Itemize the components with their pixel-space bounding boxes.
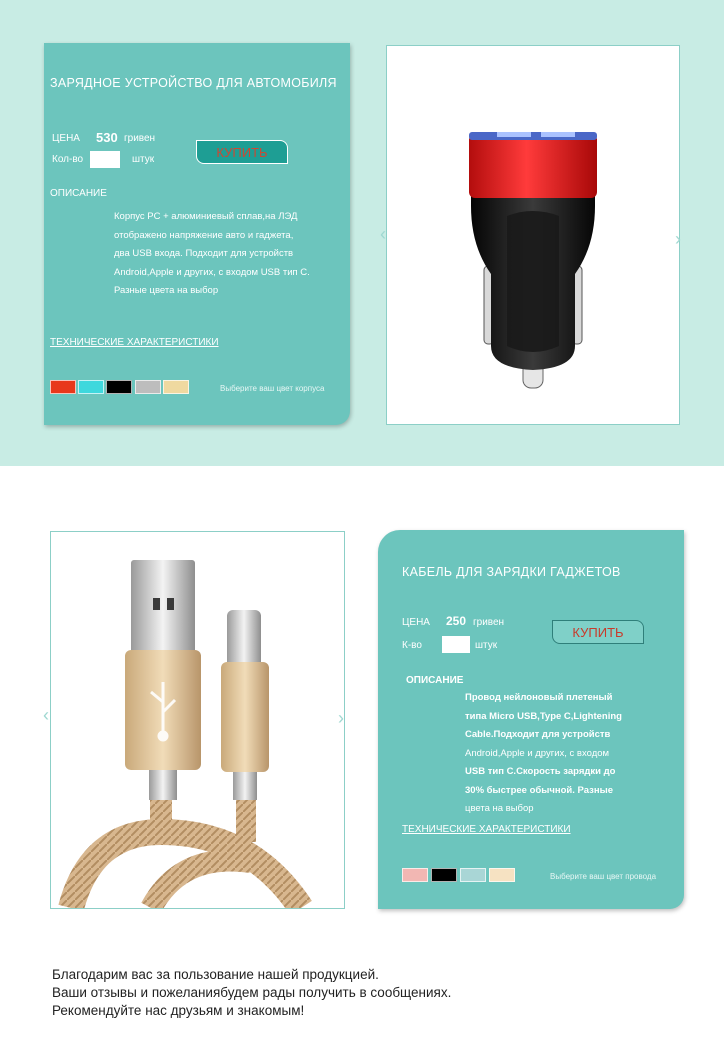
description-text	[465, 689, 675, 819]
quantity-input[interactable]	[90, 151, 120, 168]
usb-cable-image	[50, 531, 345, 909]
buy-button[interactable]: КУПИТЬ	[196, 140, 288, 164]
description-line: Android,Apple и других, с входом	[465, 747, 610, 759]
swatch-hint: Выберите ваш цвет провода	[550, 872, 657, 881]
description-line: Разные цвета на выбор	[114, 285, 219, 296]
description-line: Провод нейлоновый плетеный	[465, 692, 613, 703]
quantity-label: К-во	[402, 640, 422, 651]
color-swatch-black[interactable]	[431, 868, 457, 882]
thank-you-line: Благодарим вас за пользование нашей продукцией.	[52, 967, 379, 982]
description-text	[114, 208, 346, 301]
product-title: КАБЕЛЬ ДЛЯ ЗАРЯДКИ ГАДЖЕТОВ	[402, 565, 621, 579]
product-card-car-charger	[44, 43, 350, 425]
description-line: 30% быстрее обычной. Разные	[465, 784, 614, 796]
description-line: Cable.Подходит для устройств	[465, 729, 611, 740]
color-swatch-pink[interactable]	[402, 868, 428, 882]
description-line: типа Micro USB,Type C,Lightening	[465, 710, 622, 722]
color-swatch-cream[interactable]	[489, 868, 515, 882]
description-line: цвета на выбор	[465, 803, 534, 814]
quantity-input[interactable]	[442, 636, 470, 653]
description-heading: ОПИСАНИЕ	[50, 188, 107, 199]
car-charger-image	[386, 45, 680, 425]
color-swatch-red[interactable]	[50, 380, 76, 394]
carousel-next-icon[interactable]: ›	[675, 229, 681, 249]
price-value: 530	[96, 130, 118, 145]
description-heading: ОПИСАНИЕ	[406, 675, 464, 686]
product-card-usb-cable	[378, 530, 684, 909]
color-swatch-cyan[interactable]	[78, 380, 104, 394]
specs-link[interactable]: ТЕХНИЧЕСКИЕ ХАРАКТЕРИСТИКИ	[402, 824, 571, 835]
quantity-label: Кол-во	[52, 154, 84, 165]
price-value: 250	[446, 614, 467, 628]
price-currency: гривен	[473, 617, 505, 628]
color-swatch-beige[interactable]	[163, 380, 189, 394]
car-charger-icon	[387, 46, 679, 424]
usb-cable-icon	[51, 532, 344, 908]
price-label: ЦЕНА	[52, 133, 80, 144]
quantity-unit: штук	[132, 154, 155, 165]
feedback-line: Ваши отзывы и пожеланиябудем рады получить в сообщениях.	[52, 985, 452, 1000]
carousel-next-icon[interactable]: ›	[338, 708, 344, 728]
product-title: ЗАРЯДНОЕ УСТРОЙСТВО ДЛЯ АВТОМОБИЛЯ	[50, 76, 337, 90]
color-swatch-black[interactable]	[106, 380, 132, 394]
quantity-unit: штук	[475, 640, 498, 651]
color-swatch-gray[interactable]	[135, 380, 161, 394]
price-label: ЦЕНА	[402, 617, 430, 628]
specs-link[interactable]: ТЕХНИЧЕСКИЕ ХАРАКТЕРИСТИКИ	[50, 337, 219, 348]
description-line: два USB входа. Подходит для устройств	[114, 248, 294, 259]
recommend-line: Рекомендуйте нас друзьям и знакомым!	[52, 1003, 305, 1018]
swatch-hint: Выберите ваш цвет корпуса	[220, 384, 325, 393]
thank-you-message	[52, 966, 451, 1020]
description-line: USB тип С.Скорость зарядки до	[465, 766, 616, 777]
description-line: Корпус PC + алюминиевый сплав,на ЛЭД	[114, 211, 298, 222]
description-line: Android,Apple и других, с входом USB тип С.	[114, 266, 310, 278]
color-swatch-light-teal[interactable]	[460, 868, 486, 882]
carousel-prev-icon[interactable]: ‹	[43, 705, 49, 725]
buy-button[interactable]: КУПИТЬ	[552, 620, 644, 644]
price-currency: гривен	[124, 133, 156, 144]
description-line: отображено напряжение авто и гаджета,	[114, 229, 294, 241]
carousel-prev-icon[interactable]: ‹	[380, 224, 386, 244]
